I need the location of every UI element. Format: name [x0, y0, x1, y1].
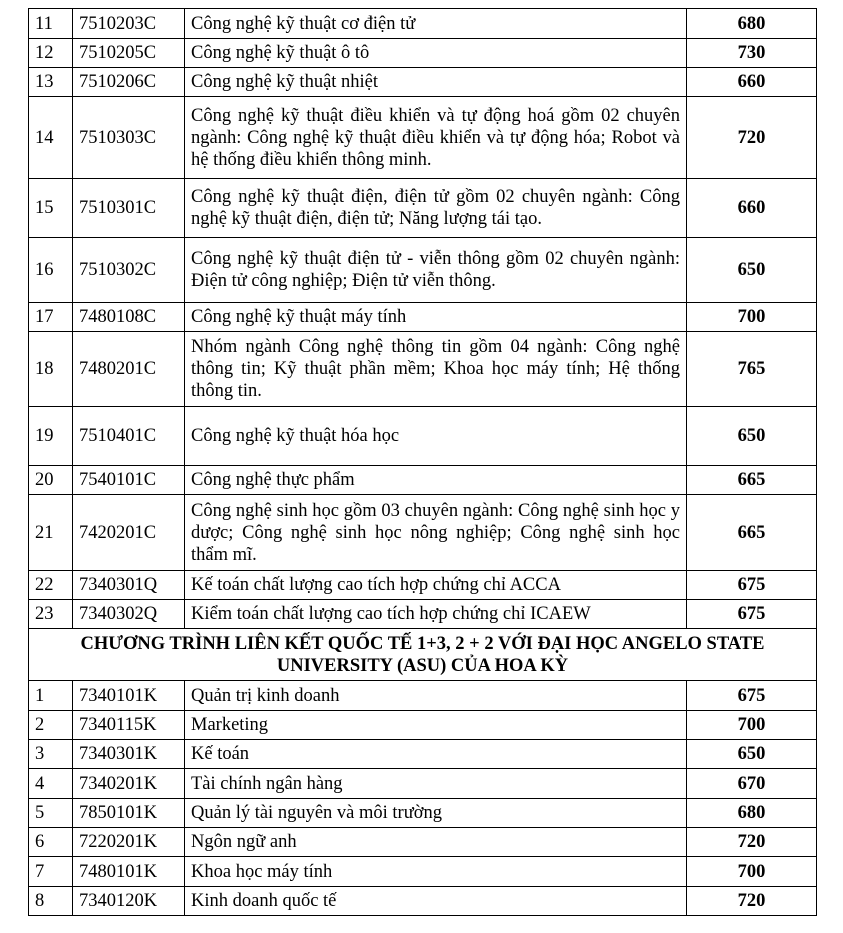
admission-score: 720	[687, 97, 817, 179]
major-code: 7510401C	[73, 407, 185, 466]
admission-score: 700	[687, 711, 817, 740]
table-row	[29, 571, 817, 600]
major-name: Quản lý tài nguyên và môi trường	[185, 799, 687, 828]
major-name: Ngôn ngữ anh	[185, 828, 687, 857]
major-code: 7420201C	[73, 495, 185, 571]
major-code: 7480201C	[73, 332, 185, 407]
table-row	[29, 740, 817, 769]
row-number: 1	[29, 681, 73, 711]
admission-score: 730	[687, 39, 817, 68]
admission-score: 665	[687, 495, 817, 571]
table-row	[29, 769, 817, 799]
major-code: 7480101K	[73, 857, 185, 887]
table-row	[29, 711, 817, 740]
major-name: Kế toán chất lượng cao tích hợp chứng chỉ ACCA	[185, 571, 687, 600]
table-row	[29, 9, 817, 39]
table-row	[29, 39, 817, 68]
major-name: Công nghệ kỹ thuật cơ điện tử	[185, 9, 687, 39]
row-number: 4	[29, 769, 73, 799]
major-name: Công nghệ kỹ thuật điện, điện tử gồm 02 chuyên ngành: Công nghệ kỹ thuật điện, điện tử; Năng lượng tái tạo.	[185, 179, 687, 238]
table-row	[29, 887, 817, 916]
row-number: 22	[29, 571, 73, 600]
row-number: 14	[29, 97, 73, 179]
row-number: 18	[29, 332, 73, 407]
major-code: 7340301K	[73, 740, 185, 769]
table-row	[29, 97, 817, 179]
row-number: 15	[29, 179, 73, 238]
row-number: 13	[29, 68, 73, 97]
table-row	[29, 857, 817, 887]
row-number: 11	[29, 9, 73, 39]
major-name: Công nghệ kỹ thuật hóa học	[185, 407, 687, 466]
table-row	[29, 238, 817, 303]
major-name: Công nghệ kỹ thuật nhiệt	[185, 68, 687, 97]
row-number: 19	[29, 407, 73, 466]
admission-score: 720	[687, 828, 817, 857]
table-body-top	[29, 9, 817, 629]
admission-score: 665	[687, 466, 817, 495]
admission-score: 680	[687, 9, 817, 39]
major-code: 7510303C	[73, 97, 185, 179]
major-name: Tài chính ngân hàng	[185, 769, 687, 799]
major-code: 7510301C	[73, 179, 185, 238]
admission-score: 675	[687, 681, 817, 711]
major-code: 7510302C	[73, 238, 185, 303]
row-number: 8	[29, 887, 73, 916]
row-number: 20	[29, 466, 73, 495]
row-number: 2	[29, 711, 73, 740]
table-row	[29, 332, 817, 407]
table-row	[29, 179, 817, 238]
admission-score: 675	[687, 600, 817, 629]
table-row	[29, 828, 817, 857]
table-row	[29, 495, 817, 571]
major-name: Kiểm toán chất lượng cao tích hợp chứng chỉ ICAEW	[185, 600, 687, 629]
admission-score: 765	[687, 332, 817, 407]
major-name: Kế toán	[185, 740, 687, 769]
admission-score: 650	[687, 740, 817, 769]
major-name: Marketing	[185, 711, 687, 740]
major-name: Công nghệ kỹ thuật điện tử - viễn thông gồm 02 chuyên ngành: Điện tử công nghiệp; Điện tử viễn thông.	[185, 238, 687, 303]
table-row	[29, 681, 817, 711]
row-number: 17	[29, 303, 73, 332]
admission-score: 650	[687, 407, 817, 466]
major-code: 7340115K	[73, 711, 185, 740]
admission-score: 650	[687, 238, 817, 303]
admission-score: 660	[687, 68, 817, 97]
major-name: Công nghệ kỹ thuật máy tính	[185, 303, 687, 332]
table-row	[29, 407, 817, 466]
major-code: 7340101K	[73, 681, 185, 711]
major-name: Nhóm ngành Công nghệ thông tin gồm 04 ngành: Công nghệ thông tin; Kỹ thuật phần mềm; Khoa học máy tính; Hệ thống thông tin.	[185, 332, 687, 407]
major-name: Kinh doanh quốc tế	[185, 887, 687, 916]
major-name: Công nghệ thực phẩm	[185, 466, 687, 495]
major-code: 7220201K	[73, 828, 185, 857]
admission-score: 670	[687, 769, 817, 799]
major-code: 7510205C	[73, 39, 185, 68]
table-body-bottom	[29, 681, 817, 916]
major-code: 7340301Q	[73, 571, 185, 600]
table-row	[29, 68, 817, 97]
row-number: 3	[29, 740, 73, 769]
major-code: 7340201K	[73, 769, 185, 799]
admission-score: 700	[687, 857, 817, 887]
section-header-row	[29, 629, 817, 681]
major-name: Khoa học máy tính	[185, 857, 687, 887]
section-title: CHƯƠNG TRÌNH LIÊN KẾT QUỐC TẾ 1+3, 2 + 2 VỚI ĐẠI HỌC ANGELO STATE UNIVERSITY (ASU) CỦA HOA KỲ	[29, 629, 817, 681]
admission-score: 675	[687, 571, 817, 600]
major-code: 7850101K	[73, 799, 185, 828]
major-code: 7540101C	[73, 466, 185, 495]
major-name: Công nghệ sinh học gồm 03 chuyên ngành: Công nghệ sinh học y dược; Công nghệ sinh học nông nghiệp; Công nghệ sinh học thẩm mĩ.	[185, 495, 687, 571]
major-name: Công nghệ kỹ thuật ô tô	[185, 39, 687, 68]
major-code: 7340120K	[73, 887, 185, 916]
table-row	[29, 799, 817, 828]
row-number: 16	[29, 238, 73, 303]
table-row	[29, 303, 817, 332]
row-number: 6	[29, 828, 73, 857]
major-name: Quản trị kinh doanh	[185, 681, 687, 711]
major-name: Công nghệ kỹ thuật điều khiển và tự động hoá gồm 02 chuyên ngành: Công nghệ kỹ thuật điều khiển và tự động hóa; Robot và hệ thống điều khiển thông minh.	[185, 97, 687, 179]
row-number: 12	[29, 39, 73, 68]
major-code: 7340302Q	[73, 600, 185, 629]
major-code: 7510206C	[73, 68, 185, 97]
table-row	[29, 600, 817, 629]
row-number: 5	[29, 799, 73, 828]
table-section-header-body	[29, 629, 817, 681]
admission-score: 680	[687, 799, 817, 828]
admission-score: 700	[687, 303, 817, 332]
admission-score: 660	[687, 179, 817, 238]
major-code: 7480108C	[73, 303, 185, 332]
major-code: 7510203C	[73, 9, 185, 39]
row-number: 23	[29, 600, 73, 629]
admission-score: 720	[687, 887, 817, 916]
table-row	[29, 466, 817, 495]
row-number: 7	[29, 857, 73, 887]
admission-score-table	[28, 8, 817, 916]
row-number: 21	[29, 495, 73, 571]
